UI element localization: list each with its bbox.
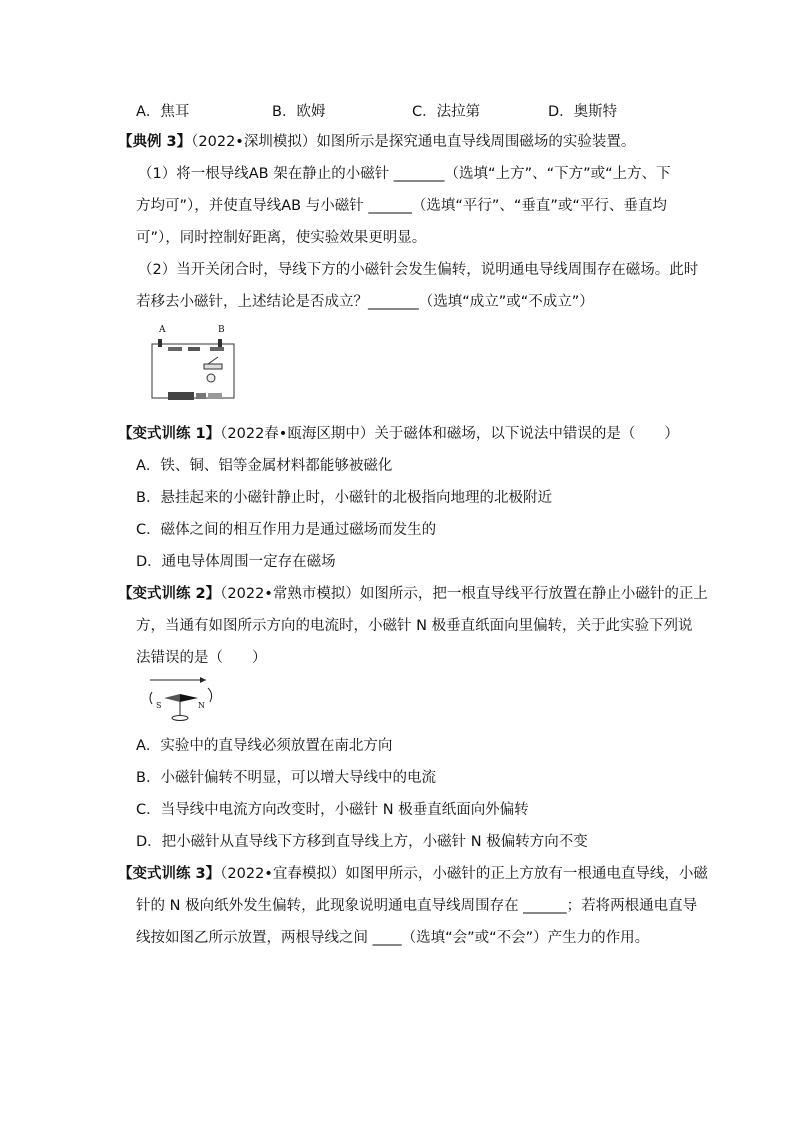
compass-wire-diagram [144,672,222,728]
terminal-a-post [158,339,162,347]
variant2-stem-line2: 方，当通有如图所示方向的电流时，小磁针 N 极垂直纸面向里偏转，关于此实验下列说 [136,618,693,634]
variant3-line3: 线按如图乙所示放置，两根导线之间 ____（选填“会”或“不会”）产生力的作用。 [136,930,650,946]
stand-1 [168,347,182,351]
label-a: A [159,325,166,335]
variant1-option-d[interactable]: D．通电导体周围一定存在磁场 [136,554,336,570]
example3-q1-line3: 可”），同时控制好距离，使实验效果更明显。 [136,230,427,246]
variant2-option-c[interactable]: C．当导线中电流方向改变时，小磁针 N 极垂直纸面向外偏转 [136,802,529,818]
label-n: N [198,701,205,710]
label-b: B [218,325,225,335]
switch [204,357,222,369]
rotation-arrow-right [208,688,212,702]
ammeter-icon [208,393,222,399]
example3-q1-line1: （1）将一根导线AB 架在静止的小磁针 _______（选填“上方”、“下方”或“上方、下 [138,166,671,182]
variant3-line1-text: （2022•宜春模拟）如图甲所示，小磁针的正上方放有一根通电直导线，小磁 [220,866,708,882]
variant2-stem-line1 [118,584,708,604]
variant2-tag: 【变式训练 2】 [118,586,221,602]
example3-q1-line2: 方均可”），并使直导线AB 与小磁针 ______（选填“平行”、“垂直”或“平行、垂直均 [136,198,667,214]
variant2-option-b[interactable]: B．小磁针偏转不明显，可以增大导线中的电流 [136,770,436,786]
circuit-diagram [148,320,240,404]
variant3-tag: 【变式训练 3】 [118,866,221,882]
example3-heading [118,132,635,152]
variant1-tag: 【变式训练 1】 [118,426,221,442]
top-option-a[interactable]: A．焦耳 [136,104,190,120]
variant1-option-b[interactable]: B．悬挂起来的小磁针静止时，小磁针的北极指向地理的北极附近 [136,490,552,506]
needle-north [180,694,198,702]
variant2-stem-text: （2022•常熟市模拟）如图所示，把一根直导线平行放置在静止小磁针的正上 [220,586,708,602]
compass-needle [188,347,200,351]
battery-icon [168,392,206,400]
label-s: S [156,701,162,710]
stand-base [172,716,188,721]
needle-south [164,694,180,702]
example3-tag: 【典例 3】 [118,134,192,150]
example3-intro: （2022•深圳模拟）如图所示是探究通电直导线周围磁场的实验装置。 [191,134,636,150]
variant1-option-c[interactable]: C．磁体之间的相互作用力是通过磁场而发生的 [136,522,437,538]
variant2-option-a[interactable]: A．实验中的直导线必须放置在南北方向 [136,738,393,754]
top-option-d[interactable]: D．奥斯特 [548,104,618,120]
variant3-line2: 针的 N 极向纸外发生偏转，此现象说明通电直导线周围存在 ______；若将两根通电直导 [136,898,698,914]
terminal-b-post [218,339,222,347]
stand-2 [210,347,224,351]
variant1-stem-text: （2022春•瓯海区期中）关于磁体和磁场，以下说法中错误的是（ ） [220,426,679,442]
variant2-stem-line3: 法错误的是（ ） [136,650,267,666]
variant2-option-d[interactable]: D．把小磁针从直导线下方移到直导线上方，小磁针 N 极偏转方向不变 [136,834,588,850]
top-options-row [0,102,794,122]
example3-q2-line2: 若移去小磁针，上述结论是否成立？_______（选填“成立”或“不成立”） [136,294,594,310]
top-option-b[interactable]: B．欧姆 [272,104,326,120]
example3-q2-line1: （2）当开关闭合时，导线下方的小磁针会发生偏转，说明通电导线周围存在磁场。此时 [138,262,699,278]
variant1-stem [118,424,679,444]
current-arrow-icon [200,677,206,683]
top-option-c[interactable]: C．法拉第 [412,104,481,120]
variant1-option-a[interactable]: A．铁、铜、铝等金属材料都能够被磁化 [136,458,393,474]
bulb-icon [207,374,215,382]
rotation-arrow-left [150,692,152,704]
variant3-line1 [118,864,708,884]
